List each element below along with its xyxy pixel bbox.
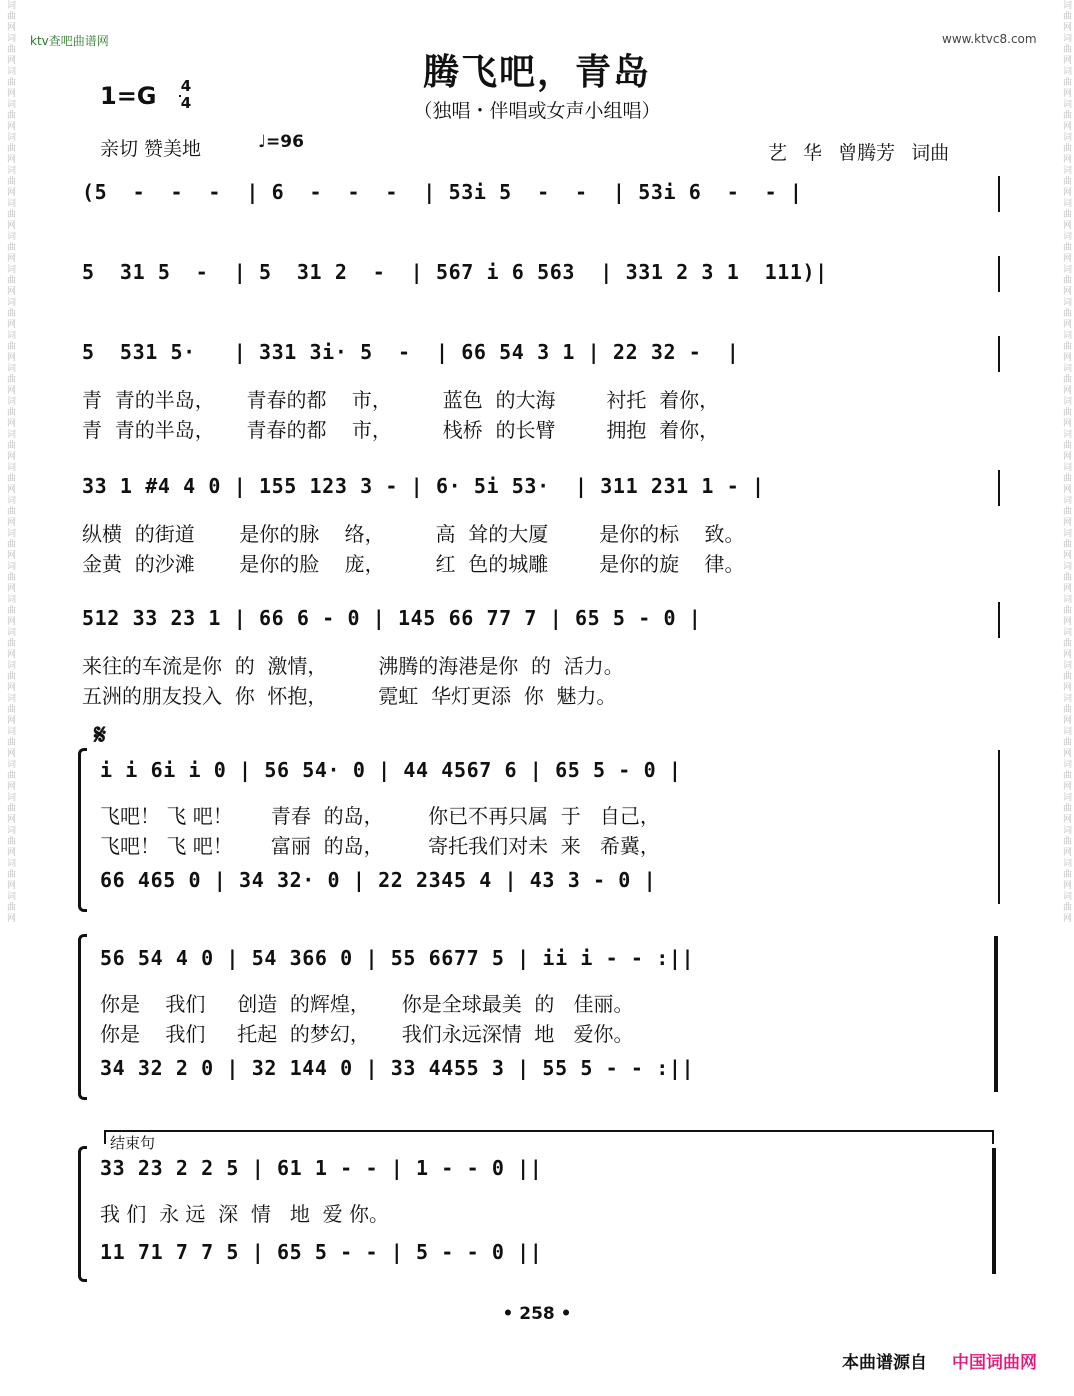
time-signature: [178, 78, 194, 112]
notes-row-1: (5 - - - | 6 - - - | 53i 5 - - | 53i 6 - - |: [82, 180, 803, 204]
system-brace-1: [78, 748, 87, 912]
score-row-6-upper: [100, 758, 1000, 794]
system-brace-2: [78, 934, 87, 1100]
key-signature: 1=G: [100, 82, 157, 110]
source-site-link[interactable]: 中国词曲网: [952, 1353, 1037, 1373]
barline: [998, 256, 1000, 292]
score-row-2: [82, 260, 1002, 296]
score-row-8-upper: [100, 1156, 1000, 1192]
notes-row-4: 33 1 #4 4 0 | 155 123 3 - | 6· 5i 53· | 311 231 1 - |: [82, 474, 765, 498]
notes-row-8-lower: 11 71 7 7 5 | 65 5 - - | 5 - - 0 ||: [100, 1240, 543, 1264]
segno-sign: 𝄋: [94, 718, 107, 751]
lyric-row-8: 我 们 永 远 深 情 地 爱 你。: [100, 1202, 390, 1226]
time-bottom: 4: [180, 94, 192, 112]
score-row-8-lower: [100, 1240, 1000, 1276]
side-watermark-right: 词曲网词曲网词曲网词曲网词曲网词曲网词曲网词曲网词曲网词曲网词曲网词曲网词曲网词曲网词曲网词曲网词曲网词曲网词曲网词曲网词曲网词曲网词曲网词曲网词曲网词曲网词曲网词曲网: [1061, 0, 1071, 924]
side-watermark-left: 词曲网词曲网词曲网词曲网词曲网词曲网词曲网词曲网词曲网词曲网词曲网词曲网词曲网词曲网词曲网词曲网词曲网词曲网词曲网词曲网词曲网词曲网词曲网词曲网词曲网词曲网词曲网词曲网: [5, 0, 15, 924]
score-row-1: [82, 180, 1002, 216]
repeat-barline: [994, 936, 998, 1092]
lyric-row-7-verse-2: 你是 我们 托起 的梦幻， 我们永远深情 地 爱你。: [100, 1022, 634, 1046]
source-label: 本曲谱源自: [842, 1353, 927, 1373]
barline: [998, 176, 1000, 212]
score-row-6-lower: [100, 868, 1000, 904]
notes-row-7-lower: 34 32 2 0 | 32 144 0 | 33 4455 3 | 55 5 - - :||: [100, 1056, 695, 1080]
barline: [998, 750, 1000, 904]
lyric-row-4-verse-1: 纵横 的街道 是你的脉 络， 高 耸的大厦 是你的标 致。: [82, 522, 745, 546]
song-title: 腾飞吧，青岛: [422, 51, 651, 93]
score-row-3: [82, 340, 1002, 376]
notes-row-6-upper: i i 6i i 0 | 56 54· 0 | 44 4567 6 | 65 5 - 0 |: [100, 758, 682, 782]
lyric-row-7-verse-1: 你是 我们 创造 的辉煌， 你是全球最美 的 佳丽。: [100, 992, 634, 1016]
score-row-7-upper: [100, 946, 1000, 982]
notes-row-5: 512 33 23 1 | 66 6 - 0 | 145 66 77 7 | 65 5 - 0 |: [82, 606, 702, 630]
notes-row-7-upper: 56 54 4 0 | 54 366 0 | 55 6677 5 | ii i - - :||: [100, 946, 695, 970]
score-row-5: [82, 606, 1002, 642]
lyric-row-4-verse-2: 金黄 的沙滩 是你的脸 庞， 红 色的城雕 是你的旋 律。: [82, 552, 745, 576]
score-row-4: [82, 474, 1002, 510]
lyric-row-3-verse-2: 青 青的半岛， 青春的都 市， 栈桥 的长臂 拥抱 着你，: [82, 418, 720, 442]
system-brace-3: [78, 1146, 87, 1282]
lyric-row-3-verse-1: 青 青的半岛， 青春的都 市， 蓝色 的大海 衬托 着你，: [82, 388, 720, 412]
notes-row-3: 5 531 5· | 331 3i· 5 - | 66 54 3 1 | 22 32 - |: [82, 340, 740, 364]
barline: [998, 602, 1000, 638]
notes-row-2: 5 31 5 - | 5 31 2 - | 567 i 6 563 | 331 2 3 1 111)|: [82, 260, 828, 284]
lyric-row-5-verse-2: 五洲的朋友投入 你 怀抱， 霓虹 华灯更添 你 魅力。: [82, 684, 617, 708]
page-number: • 258 •: [502, 1304, 572, 1324]
watermark-left: ktv查吧曲谱网: [30, 34, 109, 48]
tempo-mark: ♩=96: [258, 132, 304, 152]
ending-bracket: [104, 1130, 994, 1144]
song-subtitle: （独唱・伴唱或女声小组唱）: [413, 100, 661, 122]
notes-row-6-lower: 66 465 0 | 34 32· 0 | 22 2345 4 | 43 3 - 0 |: [100, 868, 657, 892]
lyric-row-5-verse-1: 来往的车流是你 的 激情， 沸腾的海港是你 的 活力。: [82, 654, 624, 678]
score-row-7-lower: [100, 1056, 1000, 1092]
expression-mark: 亲切 赞美地: [100, 138, 202, 160]
lyric-row-6-verse-1: 飞吧！ 飞 吧！ 青春 的岛， 你已不再只属 于 自己，: [100, 804, 660, 828]
watermark-right: www.ktvc8.com: [942, 32, 1037, 46]
notes-row-8-upper: 33 23 2 2 5 | 61 1 - - | 1 - - 0 ||: [100, 1156, 543, 1180]
ending-label: 结束句: [110, 1134, 156, 1152]
lyric-row-6-verse-2: 飞吧！ 飞 吧！ 富丽 的岛， 寄托我们对未 来 希冀，: [100, 834, 660, 858]
final-barline: [992, 1148, 996, 1274]
time-top: 4: [180, 77, 192, 95]
barline: [998, 336, 1000, 372]
authors: 艺 华 曾腾芳 词曲: [768, 142, 950, 164]
barline: [998, 470, 1000, 506]
